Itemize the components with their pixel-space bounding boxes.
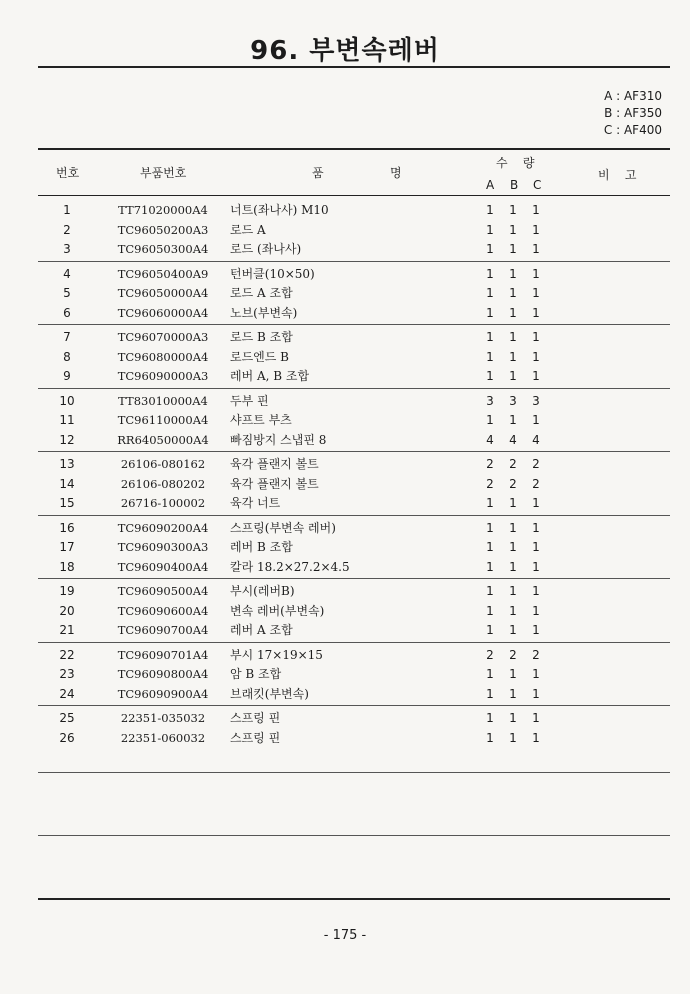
- row-number: 24: [59, 686, 75, 701]
- group-separator: [38, 388, 670, 389]
- part-name: 빠짐방지 스냅핀 8: [230, 432, 327, 447]
- header-part-no: 부품번호: [140, 166, 187, 180]
- table-row: [38, 200, 670, 220]
- qty-c: 1: [532, 730, 540, 745]
- table-row: [38, 557, 670, 577]
- header-name-2: 명: [390, 166, 402, 180]
- part-name: 부시 17×19×15: [230, 647, 323, 662]
- table-row: [38, 264, 670, 284]
- qty-c: 1: [532, 711, 540, 725]
- part-number: TC96050400A9: [117, 266, 209, 281]
- part-name: 레버 A, B 조합: [230, 369, 310, 383]
- group-separator: [38, 578, 670, 579]
- qty-c: 1: [532, 496, 540, 510]
- qty-a: 2: [486, 457, 494, 471]
- row-number: 22: [59, 647, 75, 662]
- qty-b: 2: [509, 647, 517, 662]
- qty-b: 1: [509, 222, 517, 237]
- part-name: 칼라 18.2×27.2×4.5: [230, 559, 350, 574]
- table-row: [38, 493, 670, 513]
- header-name-1: 품: [312, 166, 324, 180]
- part-number: TT71020000A4: [118, 203, 208, 217]
- table-row: [38, 220, 670, 240]
- qty-b: 1: [509, 203, 517, 217]
- row-number: 4: [63, 266, 71, 281]
- qty-a: 1: [486, 711, 494, 725]
- qty-b: 1: [509, 667, 517, 681]
- qty-c: 3: [532, 393, 540, 408]
- footer-rule: [38, 898, 670, 900]
- qty-c: 1: [532, 413, 540, 427]
- row-number: 2: [63, 222, 71, 237]
- part-name: 레버 A 조합: [230, 623, 293, 637]
- blank-rule: [38, 835, 670, 836]
- table-end-rule: [38, 772, 670, 773]
- qty-a: 1: [486, 559, 494, 574]
- qty-b: 2: [509, 476, 517, 491]
- part-number: TC96090200A4: [117, 520, 209, 535]
- row-number: 19: [59, 584, 75, 598]
- qty-a: 1: [486, 266, 494, 281]
- qty-a: 1: [486, 330, 494, 344]
- table-row: [38, 645, 670, 665]
- row-number: 3: [63, 242, 71, 256]
- qty-a: 1: [486, 203, 494, 217]
- qty-b: 1: [509, 623, 517, 637]
- table-row: [38, 391, 670, 411]
- part-number: TC96090300A3: [117, 540, 209, 554]
- qty-b: 1: [509, 686, 517, 701]
- model-legend: [604, 88, 662, 139]
- part-name: 레버 B 조합: [230, 540, 293, 554]
- qty-a: 1: [486, 305, 494, 320]
- part-name: 육각 너트: [230, 496, 281, 510]
- part-name: 로드 B 조합: [230, 330, 293, 344]
- part-number: TC96090000A3: [117, 369, 209, 383]
- qty-a: 1: [486, 584, 494, 598]
- qty-b: 1: [509, 330, 517, 344]
- part-name: 변속 레버(부변속): [230, 603, 325, 618]
- qty-b: 1: [509, 520, 517, 535]
- row-number: 8: [63, 349, 71, 364]
- part-name: 너트(좌나사) M10: [230, 203, 329, 217]
- row-number: 15: [59, 496, 75, 510]
- qty-b: 1: [509, 559, 517, 574]
- part-number: TC96080000A4: [117, 349, 209, 364]
- row-number: 12: [59, 432, 75, 447]
- group-separator: [38, 261, 670, 262]
- qty-b: 1: [509, 349, 517, 364]
- page-number: - 175 -: [323, 928, 367, 943]
- qty-a: 1: [486, 286, 494, 300]
- row-number: 9: [63, 369, 71, 383]
- part-number: TT83010000A4: [118, 393, 208, 408]
- header-bottom-rule: [38, 195, 670, 196]
- qty-c: 1: [532, 559, 540, 574]
- part-name: 육각 플랜지 볼트: [230, 476, 319, 491]
- qty-b: 3: [509, 393, 517, 408]
- part-number: 22351-035032: [120, 711, 206, 725]
- table-row: [38, 474, 670, 494]
- qty-c: 1: [532, 667, 540, 681]
- qty-a: 1: [486, 520, 494, 535]
- table-row: [38, 664, 670, 684]
- model-a-label: A : AF310: [604, 89, 662, 103]
- qty-c: 1: [532, 623, 540, 637]
- qty-c: 1: [532, 305, 540, 320]
- table-row: [38, 283, 670, 303]
- qty-c: 1: [532, 369, 540, 383]
- qty-c: 1: [532, 540, 540, 554]
- part-name: 노브(부변속): [230, 305, 298, 320]
- qty-a: 1: [486, 222, 494, 237]
- table-row: [38, 708, 670, 728]
- qty-b: 4: [509, 432, 517, 447]
- row-number: 16: [59, 520, 75, 535]
- part-number: TC96090600A4: [117, 603, 209, 618]
- qty-a: 1: [486, 686, 494, 701]
- qty-c: 1: [532, 603, 540, 618]
- part-number: TC96050200A3: [117, 222, 209, 237]
- part-number: TC96090700A4: [117, 623, 209, 637]
- part-number: TC96090800A4: [117, 667, 209, 681]
- part-number: TC96060000A4: [117, 305, 209, 320]
- part-number: TC96110000A4: [117, 413, 209, 427]
- row-number: 5: [63, 286, 71, 300]
- row-number: 7: [63, 330, 71, 344]
- qty-c: 1: [532, 266, 540, 281]
- part-number: 26716-100002: [120, 496, 206, 510]
- table-row: [38, 581, 670, 601]
- group-separator: [38, 705, 670, 706]
- table-row: [38, 239, 670, 259]
- qty-c: 1: [532, 242, 540, 256]
- part-number: TC96090400A4: [117, 559, 209, 574]
- qty-b: 1: [509, 266, 517, 281]
- part-name: 로드엔드 B: [230, 349, 290, 364]
- qty-c: 1: [532, 349, 540, 364]
- header-top-rule: [38, 148, 670, 150]
- model-c-label: C : AF400: [603, 123, 662, 137]
- qty-b: 1: [509, 496, 517, 510]
- qty-a: 1: [486, 623, 494, 637]
- qty-c: 1: [532, 520, 540, 535]
- qty-a: 1: [486, 603, 494, 618]
- qty-a: 1: [486, 667, 494, 681]
- qty-a: 1: [486, 349, 494, 364]
- qty-c: 1: [532, 286, 540, 300]
- row-number: 13: [59, 457, 75, 471]
- table-row: [38, 454, 670, 474]
- page-title: 96. 부변속레버: [250, 36, 440, 66]
- qty-b: 2: [509, 457, 517, 471]
- qty-b: 1: [509, 603, 517, 618]
- qty-b: 1: [509, 242, 517, 256]
- qty-c: 2: [532, 647, 540, 662]
- qty-a: 4: [486, 432, 494, 447]
- row-number: 10: [59, 393, 75, 408]
- table-row: [38, 518, 670, 538]
- part-name: 부시(레버B): [230, 584, 295, 598]
- header-qty-b: B: [510, 178, 519, 192]
- model-b-label: B : AF350: [604, 106, 662, 120]
- table-row: [38, 430, 670, 450]
- row-number: 18: [59, 559, 75, 574]
- row-number: 11: [59, 413, 75, 427]
- part-number: 26106-080202: [120, 476, 206, 491]
- part-number: RR64050000A4: [117, 432, 209, 447]
- qty-b: 1: [509, 540, 517, 554]
- part-number: TC96070000A3: [117, 330, 209, 344]
- qty-b: 1: [509, 413, 517, 427]
- part-number: TC96090701A4: [117, 647, 209, 662]
- header-qty: 수 량: [496, 156, 535, 170]
- part-name: 육각 플랜지 볼트: [230, 457, 319, 471]
- part-name: 암 B 조합: [230, 667, 282, 681]
- qty-b: 1: [509, 584, 517, 598]
- table-row: [38, 684, 670, 704]
- qty-b: 1: [509, 711, 517, 725]
- part-name: 브래킷(부변속): [230, 686, 309, 701]
- group-separator: [38, 515, 670, 516]
- row-number: 25: [59, 711, 75, 725]
- table-row: [38, 327, 670, 347]
- table-row: [38, 347, 670, 367]
- qty-c: 2: [532, 476, 540, 491]
- header-no: 번호: [56, 166, 80, 180]
- qty-c: 4: [532, 432, 540, 447]
- qty-a: 2: [486, 476, 494, 491]
- table-row: [38, 410, 670, 430]
- part-number: TC96090900A4: [117, 686, 209, 701]
- row-number: 21: [59, 623, 75, 637]
- part-name: 로드 A: [230, 222, 266, 237]
- table-row: [38, 303, 670, 323]
- group-separator: [38, 324, 670, 325]
- row-number: 6: [63, 305, 71, 320]
- table-row: [38, 537, 670, 557]
- part-name: 스프링 핀: [230, 711, 281, 725]
- part-number: TC96050000A4: [117, 286, 209, 300]
- qty-c: 1: [532, 203, 540, 217]
- part-name: 스프링 핀: [230, 730, 281, 745]
- part-name: 로드 A 조합: [230, 286, 293, 300]
- row-number: 23: [59, 667, 75, 681]
- qty-a: 1: [486, 242, 494, 256]
- qty-c: 1: [532, 686, 540, 701]
- row-number: 20: [59, 603, 75, 618]
- qty-a: 2: [486, 647, 494, 662]
- qty-a: 3: [486, 393, 494, 408]
- header-qty-c: C: [533, 178, 542, 192]
- part-name: 샤프트 부츠: [230, 413, 292, 427]
- qty-c: 1: [532, 584, 540, 598]
- group-separator: [38, 642, 670, 643]
- qty-b: 1: [509, 305, 517, 320]
- row-number: 17: [59, 540, 75, 554]
- row-number: 14: [59, 476, 75, 491]
- table-row: [38, 620, 670, 640]
- qty-a: 1: [486, 540, 494, 554]
- table-row: [38, 601, 670, 621]
- part-name: 턴버클(10×50): [230, 266, 315, 281]
- title-rule: [38, 66, 670, 68]
- qty-c: 2: [532, 457, 540, 471]
- part-name: 두부 핀: [230, 393, 269, 408]
- qty-b: 1: [509, 369, 517, 383]
- header-qty-a: A: [486, 178, 495, 192]
- qty-b: 1: [509, 730, 517, 745]
- group-separator: [38, 451, 670, 452]
- row-number: 26: [59, 730, 75, 745]
- table-row: [38, 366, 670, 386]
- qty-c: 1: [532, 222, 540, 237]
- qty-b: 1: [509, 286, 517, 300]
- part-number: 26106-080162: [120, 457, 206, 471]
- row-number: 1: [63, 203, 71, 217]
- table-row: [38, 728, 670, 748]
- qty-a: 1: [486, 730, 494, 745]
- header-remarks: 비 고: [598, 168, 637, 182]
- part-number: TC96090500A4: [117, 584, 209, 598]
- qty-a: 1: [486, 413, 494, 427]
- qty-a: 1: [486, 369, 494, 383]
- qty-a: 1: [486, 496, 494, 510]
- part-number: 22351-060032: [120, 730, 206, 745]
- part-name: 스프링(부변속 레버): [230, 520, 336, 535]
- part-name: 로드 (좌나사): [230, 242, 302, 256]
- qty-c: 1: [532, 330, 540, 344]
- part-number: TC96050300A4: [117, 242, 209, 256]
